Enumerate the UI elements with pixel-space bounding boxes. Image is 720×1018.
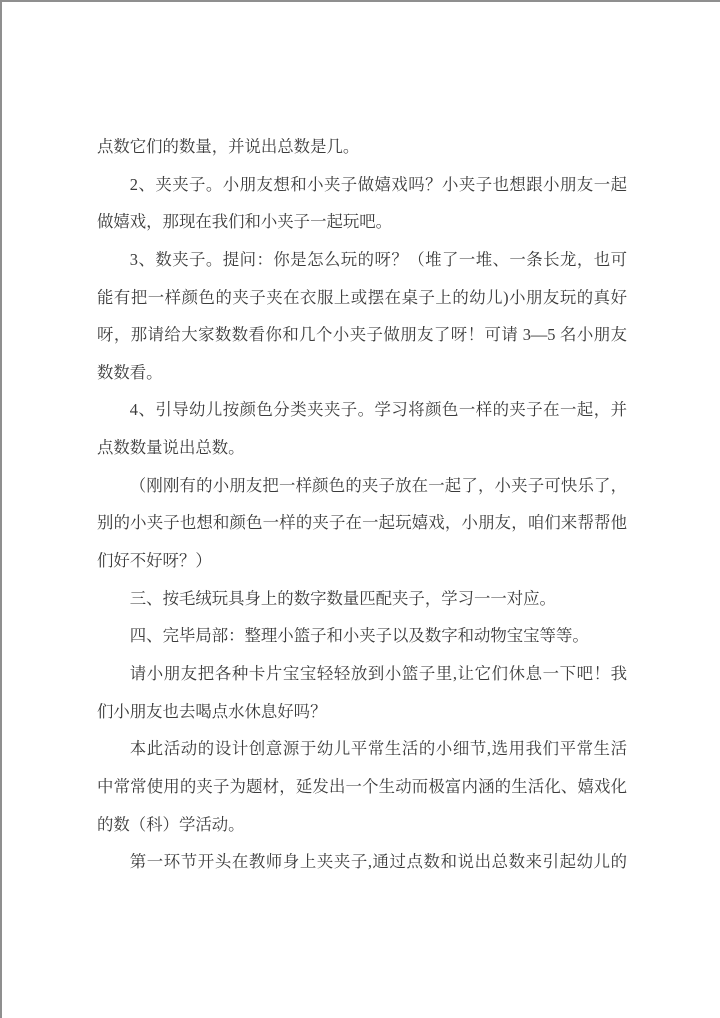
text-line: 数数看。 bbox=[97, 362, 163, 382]
text-line: 3、数夹子。提问：你是怎么玩的呀？（堆了一堆、一条长龙，也可 bbox=[129, 249, 627, 269]
text-line: 呀，那请给大家数数看你和几个小夹子做朋友了呀！可请 3—5 名小朋友 bbox=[97, 325, 627, 345]
text-line: 能有把一样颜色的夹子夹在衣服上或摆在桌子上的幼儿)小朋友玩的真好 bbox=[97, 287, 627, 307]
text-line: 做嬉戏，那现在我们和小夹子一起玩吧。 bbox=[97, 212, 393, 232]
text-line: 2、夹夹子。小朋友想和小夹子做嬉戏吗？小夹子也想跟小朋友一起 bbox=[129, 174, 627, 194]
text-line: 别的小夹子也想和颜色一样的夹子在一起玩嬉戏，小朋友，咱们来帮帮他 bbox=[97, 513, 627, 533]
text-line: 第一环节开头在教师身上夹夹子,通过点数和说出总数来引起幼儿的 bbox=[129, 852, 627, 872]
text-line: 点数数量说出总数。 bbox=[97, 438, 245, 458]
text-line: 请小朋友把各种卡片宝宝轻轻放到小篮子里,让它们休息一下吧！我 bbox=[129, 663, 627, 683]
text-line: 们小朋友也去喝点水休息好吗？ bbox=[97, 701, 327, 721]
text-line: 的数（科）学活动。 bbox=[97, 814, 245, 834]
document-body bbox=[97, 128, 627, 881]
text-line: 点数它们的数量，并说出总数是几。 bbox=[97, 137, 360, 156]
text-line: 三、按毛绒玩具身上的数字数量匹配夹子，学习一一对应。 bbox=[129, 588, 556, 608]
text-line: 四、完毕局部：整理小篮子和小夹子以及数字和动物宝宝等等。 bbox=[129, 626, 589, 646]
text-line: 本此活动的设计创意源于幼儿平常生活的小细节,选用我们平常生活 bbox=[129, 739, 627, 759]
text-line: 中常常使用的夹子为题材，延发出一个生动而极富内涵的生活化、嬉戏化 bbox=[97, 776, 627, 796]
text-line: 4、引导幼儿按颜色分类夹夹子。学习将颜色一样的夹子在一起，并 bbox=[129, 400, 627, 420]
text-line: （刚刚有的小朋友把一样颜色的夹子放在一起了，小夹子可快乐了， bbox=[129, 475, 627, 495]
text-line: 们好不好呀？） bbox=[97, 551, 212, 571]
